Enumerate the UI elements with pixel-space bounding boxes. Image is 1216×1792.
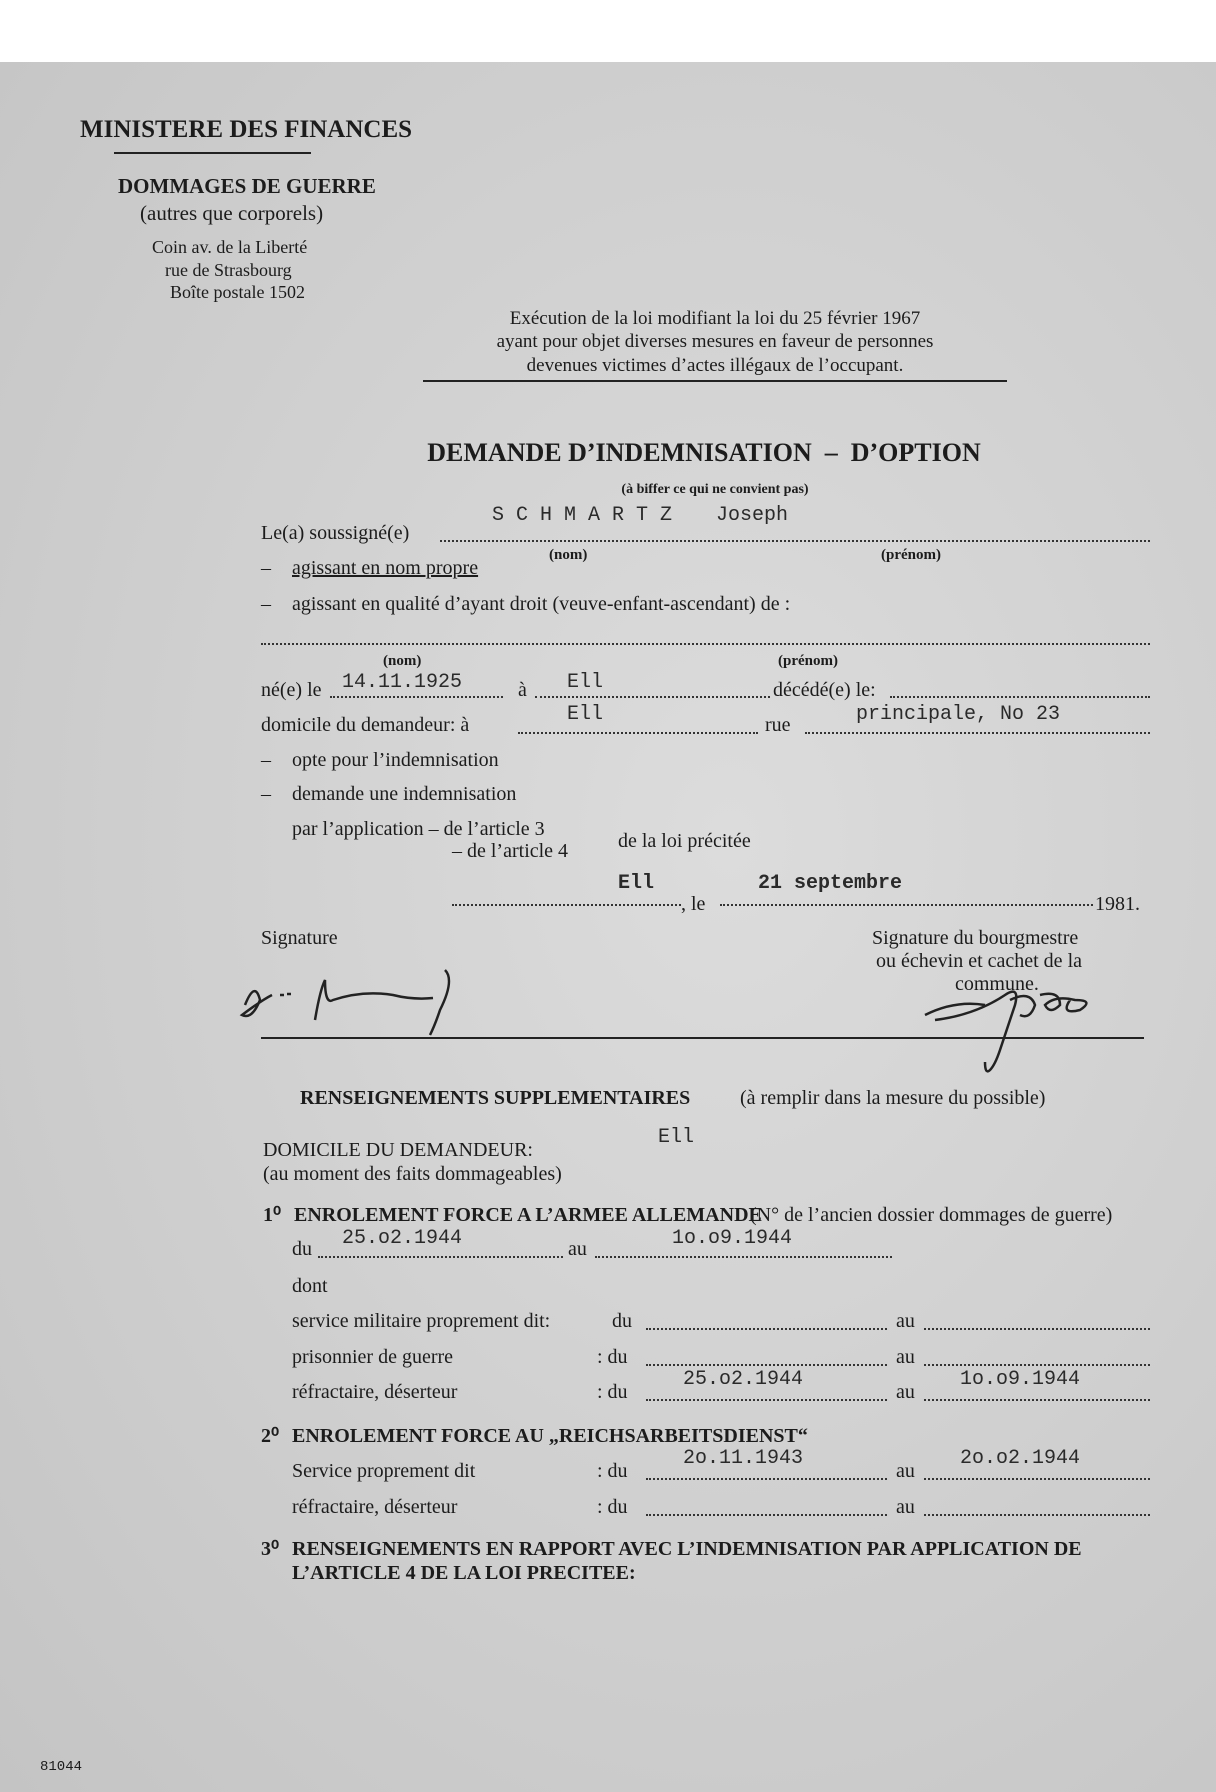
au-label: au [568, 1238, 587, 1260]
law-text: devenues victimes d’actes illégaux de l’occupant. [526, 355, 904, 376]
choice-opt: opte pour l’indemnisation [292, 749, 499, 771]
row-au-value: 2o.o2.1944 [960, 1447, 1081, 1470]
department-title: DOMMAGES DE GUERRE [118, 174, 376, 198]
row-au-value: 1o.o9.1944 [960, 1368, 1081, 1391]
dash: – [261, 749, 271, 771]
option-ayant-droit: agissant en qualité d’ayant droit (veuve-enfant-ascendant) de : [292, 593, 791, 615]
address-line: Coin av. de la Liberté [152, 237, 308, 257]
section-number: 2⁰ [261, 1425, 280, 1447]
s1-au: 1o.o9.1944 [672, 1227, 793, 1250]
row-du-value: 25.o2.1944 [683, 1368, 804, 1391]
dont-label: dont [292, 1275, 328, 1297]
address-line: Boîte postale 1502 [170, 282, 305, 302]
law-reference: de la loi précitée [618, 830, 751, 852]
dash: – [261, 593, 271, 615]
dash: – [261, 557, 271, 579]
department-subtitle: (autres que corporels) [140, 201, 324, 225]
form-title: DEMANDE D’INDEMNISATION – D’OPTION [427, 438, 981, 467]
option-nom-propre: agissant en nom propre [292, 557, 479, 579]
au-label: au [896, 1346, 915, 1368]
birth-a-label: à [518, 679, 527, 701]
au-line [924, 1328, 1150, 1330]
applicant-nom: S C H M A R T Z [492, 504, 673, 527]
s1-du: 25.o2.1944 [342, 1227, 463, 1250]
applicant-line [440, 540, 1150, 542]
extra-domicile-note: (au moment des faits dommageables) [263, 1163, 562, 1185]
choice-demand: demande une indemnisation [292, 783, 517, 805]
section-number: 1⁰ [263, 1204, 282, 1226]
section-number: 3⁰ [261, 1538, 280, 1560]
deceased-label: décédé(e) le: [773, 679, 876, 701]
domicile-line [518, 732, 758, 734]
extra-domicile-label: DOMICILE DU DEMANDEUR: [263, 1139, 533, 1161]
mayor-signature-label: ou échevin et cachet de la [876, 950, 1082, 972]
divider [114, 152, 311, 154]
beneficiary-line [261, 643, 1150, 645]
extra-title: RENSEIGNEMENTS SUPPLEMENTAIRES [300, 1087, 691, 1109]
choice-article3: par l’application – de l’article 3 [292, 818, 545, 840]
applicant-signature [225, 950, 505, 1040]
nom-caption: (nom) [383, 653, 422, 669]
du-line [646, 1514, 887, 1516]
du-line [646, 1328, 887, 1330]
applicant-label: Le(a) soussigné(e) [261, 522, 410, 544]
du-line [646, 1399, 887, 1401]
prenom-caption: (prénom) [778, 653, 838, 669]
nom-caption: (nom) [549, 547, 588, 563]
applicant-prenom: Joseph [716, 504, 789, 527]
address-line: rue de Strasbourg [165, 260, 292, 280]
law-text: Exécution de la loi modifiant la loi du 25 février 1967 [509, 308, 921, 329]
birth-place: Ell [567, 671, 604, 694]
section1-note: (N° de l’ancien dossier dommages de guerre) [750, 1204, 1113, 1226]
signed-date: 21 septembre [758, 872, 903, 895]
row-label: réfractaire, déserteur [292, 1381, 458, 1403]
place-line [452, 904, 681, 906]
birth-place-line [535, 696, 770, 698]
du-label: du [612, 1310, 632, 1332]
au-line [924, 1364, 1150, 1366]
du-label: : du [597, 1496, 628, 1518]
birth-date-line [330, 696, 503, 698]
au-label: au [896, 1496, 915, 1518]
le-label: , le [681, 893, 706, 915]
du-label: : du [597, 1381, 628, 1403]
du-label: : du [597, 1460, 628, 1482]
row-label: réfractaire, déserteur [292, 1496, 458, 1518]
domicile-place: Ell [567, 703, 604, 726]
street: principale, No 23 [856, 703, 1061, 726]
section3-title: RENSEIGNEMENTS EN RAPPORT AVEC L’INDEMNISATION PAR APPLICATION DE [292, 1538, 1082, 1560]
section1-title: ENROLEMENT FORCE A L’ARMEE ALLEMANDE [294, 1204, 762, 1226]
au-label: au [896, 1381, 915, 1403]
du-line [646, 1364, 887, 1366]
du-line [646, 1478, 887, 1480]
au-line [924, 1399, 1150, 1401]
du-label: du [292, 1238, 312, 1260]
du-label: : du [597, 1346, 628, 1368]
mayor-signature [915, 965, 1145, 1085]
au-label: au [896, 1310, 915, 1332]
dash: – [261, 783, 271, 805]
street-line [805, 732, 1150, 734]
ministry-title: MINISTERE DES FINANCES [80, 116, 413, 143]
row-label: service militaire proprement dit: [292, 1310, 551, 1332]
au-line [595, 1256, 892, 1258]
birth-label: né(e) le [261, 679, 322, 701]
au-line [924, 1514, 1150, 1516]
au-line [924, 1478, 1150, 1480]
au-label: au [896, 1460, 915, 1482]
signed-year: 1981. [1095, 893, 1140, 915]
choice-article4: – de l’article 4 [452, 840, 569, 862]
mayor-signature-label: Signature du bourgmestre [872, 927, 1079, 949]
extra-domicile-value: Ell [658, 1126, 695, 1149]
row-label: Service proprement dit [292, 1460, 476, 1482]
signed-place: Ell [618, 872, 655, 895]
row-du-value: 2o.11.1943 [683, 1447, 804, 1470]
divider [423, 380, 1007, 382]
rue-label: rue [765, 714, 791, 736]
du-line [318, 1256, 563, 1258]
birth-date: 14.11.1925 [342, 671, 463, 694]
row-label: prisonnier de guerre [292, 1346, 454, 1368]
section3-title: L’ARTICLE 4 DE LA LOI PRECITEE: [292, 1562, 636, 1584]
section2-title: ENROLEMENT FORCE AU „REICHSARBEITSDIENST“ [292, 1425, 808, 1447]
form-number: 81044 [40, 1759, 83, 1775]
domicile-label: domicile du demandeur: à [261, 714, 470, 736]
law-text: ayant pour objet diverses mesures en faveur de personnes [496, 331, 934, 352]
prenom-caption: (prénom) [881, 547, 941, 563]
signature-label: Signature [261, 927, 338, 949]
divider [261, 1037, 1144, 1039]
mayor-signature-label: commune. [955, 973, 1039, 995]
extra-title-note: (à remplir dans la mesure du possible) [740, 1087, 1046, 1109]
form-title-note: (à biffer ce qui ne convient pas) [621, 482, 809, 497]
date-line [720, 904, 1093, 906]
deceased-line [890, 696, 1150, 698]
